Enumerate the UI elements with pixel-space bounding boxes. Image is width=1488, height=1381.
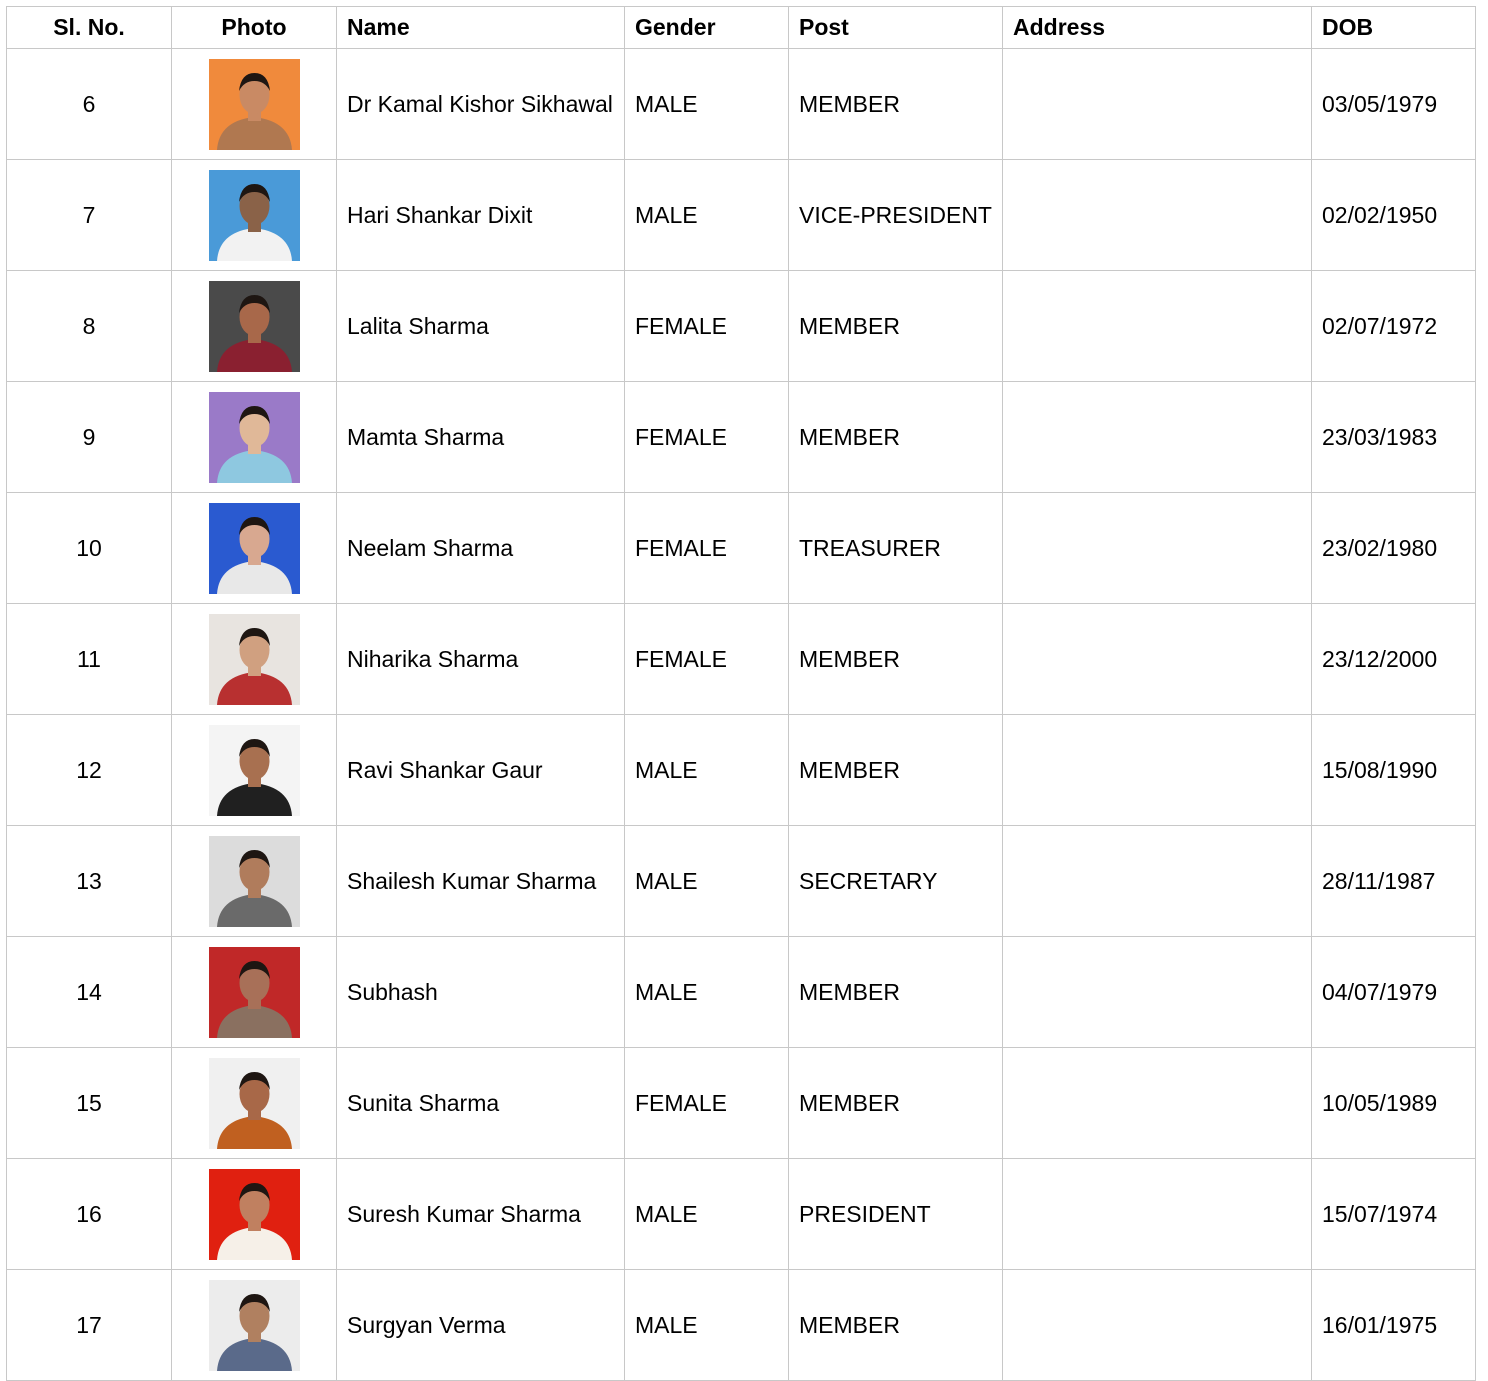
cell-name: Subhash xyxy=(337,937,625,1048)
cell-photo xyxy=(172,382,337,493)
cell-dob: 03/05/1979 xyxy=(1312,49,1476,160)
cell-address xyxy=(1003,49,1312,160)
cell-gender: MALE xyxy=(625,1270,789,1381)
cell-address xyxy=(1003,271,1312,382)
cell-sl-no: 6 xyxy=(7,49,172,160)
cell-gender: MALE xyxy=(625,715,789,826)
cell-gender: FEMALE xyxy=(625,382,789,493)
cell-post: MEMBER xyxy=(789,937,1003,1048)
cell-address xyxy=(1003,715,1312,826)
member-photo xyxy=(209,725,300,816)
table-row xyxy=(7,160,1476,271)
cell-dob: 23/02/1980 xyxy=(1312,493,1476,604)
cell-dob: 15/08/1990 xyxy=(1312,715,1476,826)
member-photo xyxy=(209,947,300,1038)
cell-photo xyxy=(172,604,337,715)
cell-address xyxy=(1003,493,1312,604)
cell-name: Neelam Sharma xyxy=(337,493,625,604)
table-row xyxy=(7,604,1476,715)
table-row xyxy=(7,49,1476,160)
member-photo xyxy=(209,59,300,150)
cell-sl-no: 17 xyxy=(7,1270,172,1381)
cell-sl-no: 14 xyxy=(7,937,172,1048)
cell-dob: 23/03/1983 xyxy=(1312,382,1476,493)
member-photo xyxy=(209,1280,300,1371)
member-photo xyxy=(209,170,300,261)
cell-address xyxy=(1003,1270,1312,1381)
cell-post: TREASURER xyxy=(789,493,1003,604)
cell-post: MEMBER xyxy=(789,271,1003,382)
member-photo xyxy=(209,1169,300,1260)
cell-dob: 15/07/1974 xyxy=(1312,1159,1476,1270)
header-dob: DOB xyxy=(1312,7,1476,49)
table-row xyxy=(7,493,1476,604)
cell-address xyxy=(1003,160,1312,271)
cell-post: VICE-PRESIDENT xyxy=(789,160,1003,271)
cell-name: Surgyan Verma xyxy=(337,1270,625,1381)
header-row xyxy=(7,7,1476,49)
cell-name: Ravi Shankar Gaur xyxy=(337,715,625,826)
cell-gender: FEMALE xyxy=(625,604,789,715)
table-row xyxy=(7,382,1476,493)
cell-address xyxy=(1003,937,1312,1048)
cell-gender: MALE xyxy=(625,937,789,1048)
cell-photo xyxy=(172,1159,337,1270)
cell-sl-no: 13 xyxy=(7,826,172,937)
cell-dob: 23/12/2000 xyxy=(1312,604,1476,715)
table-row xyxy=(7,271,1476,382)
cell-name: Mamta Sharma xyxy=(337,382,625,493)
cell-post: MEMBER xyxy=(789,604,1003,715)
cell-photo xyxy=(172,715,337,826)
cell-dob: 28/11/1987 xyxy=(1312,826,1476,937)
cell-photo xyxy=(172,1270,337,1381)
cell-gender: FEMALE xyxy=(625,493,789,604)
header-address: Address xyxy=(1003,7,1312,49)
cell-gender: MALE xyxy=(625,49,789,160)
cell-post: MEMBER xyxy=(789,382,1003,493)
table-row xyxy=(7,1270,1476,1381)
header-sl-no: Sl. No. xyxy=(7,7,172,49)
cell-post: MEMBER xyxy=(789,1270,1003,1381)
cell-name: Sunita Sharma xyxy=(337,1048,625,1159)
cell-name: Hari Shankar Dixit xyxy=(337,160,625,271)
cell-dob: 02/07/1972 xyxy=(1312,271,1476,382)
cell-name: Shailesh Kumar Sharma xyxy=(337,826,625,937)
member-photo xyxy=(209,392,300,483)
cell-sl-no: 9 xyxy=(7,382,172,493)
cell-sl-no: 15 xyxy=(7,1048,172,1159)
cell-dob: 02/02/1950 xyxy=(1312,160,1476,271)
cell-sl-no: 10 xyxy=(7,493,172,604)
cell-sl-no: 11 xyxy=(7,604,172,715)
cell-photo xyxy=(172,160,337,271)
cell-photo xyxy=(172,49,337,160)
cell-sl-no: 7 xyxy=(7,160,172,271)
cell-photo xyxy=(172,826,337,937)
member-photo xyxy=(209,281,300,372)
member-photo xyxy=(209,503,300,594)
cell-gender: FEMALE xyxy=(625,1048,789,1159)
cell-sl-no: 12 xyxy=(7,715,172,826)
table-row xyxy=(7,715,1476,826)
cell-dob: 16/01/1975 xyxy=(1312,1270,1476,1381)
member-photo xyxy=(209,1058,300,1149)
cell-photo xyxy=(172,937,337,1048)
cell-photo xyxy=(172,1048,337,1159)
table-row xyxy=(7,1159,1476,1270)
cell-post: SECRETARY xyxy=(789,826,1003,937)
cell-gender: MALE xyxy=(625,1159,789,1270)
cell-sl-no: 8 xyxy=(7,271,172,382)
header-gender: Gender xyxy=(625,7,789,49)
cell-dob: 04/07/1979 xyxy=(1312,937,1476,1048)
header-photo: Photo xyxy=(172,7,337,49)
member-photo xyxy=(209,836,300,927)
cell-address xyxy=(1003,382,1312,493)
cell-post: MEMBER xyxy=(789,715,1003,826)
cell-post: MEMBER xyxy=(789,1048,1003,1159)
table-row xyxy=(7,1048,1476,1159)
cell-gender: FEMALE xyxy=(625,271,789,382)
cell-name: Suresh Kumar Sharma xyxy=(337,1159,625,1270)
cell-photo xyxy=(172,493,337,604)
table-row xyxy=(7,826,1476,937)
cell-address xyxy=(1003,1048,1312,1159)
cell-post: MEMBER xyxy=(789,49,1003,160)
cell-address xyxy=(1003,604,1312,715)
members-table xyxy=(6,6,1476,1381)
header-post: Post xyxy=(789,7,1003,49)
cell-name: Niharika Sharma xyxy=(337,604,625,715)
cell-name: Lalita Sharma xyxy=(337,271,625,382)
table-row xyxy=(7,937,1476,1048)
cell-address xyxy=(1003,1159,1312,1270)
cell-post: PRESIDENT xyxy=(789,1159,1003,1270)
cell-sl-no: 16 xyxy=(7,1159,172,1270)
cell-address xyxy=(1003,826,1312,937)
cell-gender: MALE xyxy=(625,160,789,271)
cell-photo xyxy=(172,271,337,382)
cell-gender: MALE xyxy=(625,826,789,937)
header-name: Name xyxy=(337,7,625,49)
cell-dob: 10/05/1989 xyxy=(1312,1048,1476,1159)
member-photo xyxy=(209,614,300,705)
cell-name: Dr Kamal Kishor Sikhawal xyxy=(337,49,625,160)
